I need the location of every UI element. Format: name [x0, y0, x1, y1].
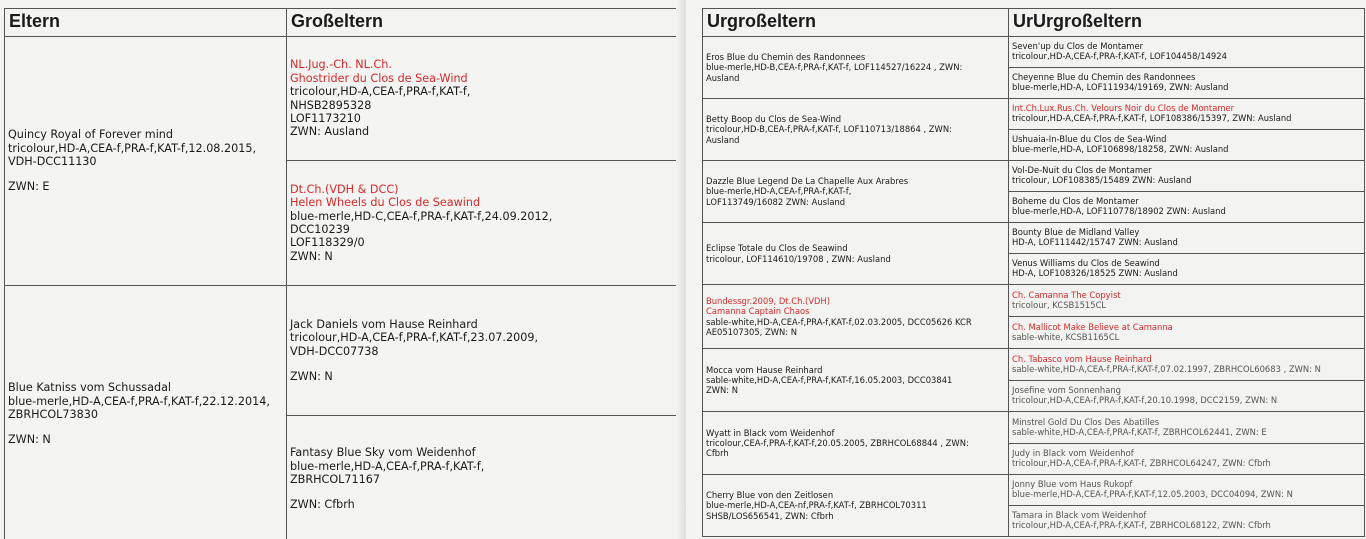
great-grandparent-1: Eros Blue du Chemin des Randonnees blue-merle,HD-B,CEA-f,PRA-f,KAT-f, LOF114527/16224 , ZWN: Ausland: [703, 37, 1009, 99]
great-great-grandparent-14: Judy in Black vom Weidenhof tricolour,HD-A,CEA-f,PRA-f,KAT-f, ZBRHCOL64247, ZWN: Cfbrh: [1009, 444, 1365, 475]
right-page: [686, 0, 1366, 539]
great-grandparent-2: Betty Boop du Clos de Sea-Wind tricolour,HD-B,CEA-f,PRA-f,KAT-f, LOF110713/18864 , ZWN: Ausland: [703, 99, 1009, 161]
great-great-grandparent-2: Cheyenne Blue du Chemin des Randonnees blue-merle,HD-A, LOF111934/19169, ZWN: Ausland: [1009, 68, 1365, 99]
great-grandparent-6: Mocca vom Hause Reinhard sable-white,HD-A,CEA-f,PRA-f,KAT-f,16.05.2003, DCC03841 ZWN: N: [703, 349, 1009, 412]
great-grandparent-7: Wyatt in Black vom Weidenhof tricolour,CEA-f,PRA-f,KAT-f,20.05.2005, ZBRHCOL68844 , ZWN: Cfbrh: [703, 412, 1009, 475]
grandparent-3: Jack Daniels vom Hause Reinhard tricolour,HD-A,CEA-f,PRA-f,KAT-f,23.07.2009, VDH-DCC07738 ZWN: N: [287, 286, 677, 416]
grandparent-2: Dt.Ch.(VDH & DCC) Helen Wheels du Clos de Seawind blue-merle,HD-C,CEA-f,PRA-f,KAT-f,24.09.2012, DCC10239 LOF118329/0 ZWN: N: [287, 161, 677, 286]
parent-sire: Quincy Royal of Forever mind tricolour,HD-A,CEA-f,PRA-f,KAT-f,12.08.2015, VDH-DCC11130 ZWN: E: [5, 37, 287, 286]
grandparent-1: NL.Jug.-Ch. NL.Ch. Ghostrider du Clos de Sea-Wind tricolour,HD-A,CEA-f,PRA-f,KAT-f, NHSB2895328 LOF1173210 ZWN: Ausland: [287, 37, 677, 161]
great-grandparent-3: Dazzle Blue Legend De La Chapelle Aux Arabres blue-merle,HD-A,CEA-f,PRA-f,KAT-f, LOF113749/16082 ZWN: Ausland: [703, 161, 1009, 223]
great-great-grandparent-5: Vol-De-Nuit du Clos de Montamer tricolour, LOF108385/15489 ZWN: Ausland: [1009, 161, 1365, 192]
great-great-grandparent-3: Int.Ch.Lux.Rus.Ch. Velours Noir du Clos de Montamer tricolour,HD-A,CEA-f,PRA-f,KAT-f, LOF108386/15397, ZWN: Ausland: [1009, 99, 1365, 130]
great-great-grandparent-7: Bounty Blue de Midland Valley HD-A, LOF111442/15747 ZWN: Ausland: [1009, 223, 1365, 254]
great-grandparent-4: Eclipse Totale du Clos de Seawind tricolour, LOF114610/19708 , ZWN: Ausland: [703, 223, 1009, 285]
great-grandparent-5: Bundessgr.2009, Dt.Ch.(VDH) Camanna Captain Chaos sable-white,HD-A,CEA-f,PRA-f,KAT-f,02.03.2005, DCC05626 KCR AE05107305, ZWN: N: [703, 285, 1009, 349]
great-great-grandparent-15: Jonny Blue vom Haus Rukopf blue-merle,HD-A,CEA-f,PRA-f,KAT-f,12.05.2003, DCC04094, ZWN: N: [1009, 475, 1365, 506]
header-ururgrosseltern: UrUrgroßeltern: [1009, 9, 1365, 37]
great-great-grandparent-11: Ch. Tabasco vom Hause Reinhard sable-white,HD-A,CEA-f,PRA-f,KAT-f,07.02.1997, ZBRHCOL60683 , ZWN: N: [1009, 349, 1365, 381]
great-great-grandparent-4: Ushuaia-In-Blue du Clos de Sea-Wind blue-merle,HD-A, LOF106898/18258, ZWN: Ausland: [1009, 130, 1365, 161]
great-great-grandparent-1: Seven'up du Clos de Montamer tricolour,HD-A,CEA-f,PRA-f,KAT-f, LOF104458/14924: [1009, 37, 1365, 68]
header-urgrosseltern: Urgroßeltern: [703, 9, 1009, 37]
header-grosseltern: Großeltern: [287, 9, 677, 37]
great-great-grandparent-10: Ch. Mallicot Make Believe at Camanna sable-white, KCSB1165CL: [1009, 317, 1365, 349]
great-great-grandparent-16: Tamara in Black vom Weidenhof tricolour,HD-A,CEA-f,PRA-f,KAT-f, ZBRHCOL68122, ZWN: Cfbrh: [1009, 506, 1365, 537]
great-grandparent-8: Cherry Blue von den Zeitlosen blue-merle,HD-A,CEA-nf,PRA-f,KAT-f, ZBRHCOL70311 SHSB/LOS656541, ZWN: Cfbrh: [703, 475, 1009, 537]
great-great-grandparent-9: Ch. Camanna The Copyist tricolour, KCSB1515CL: [1009, 285, 1365, 317]
right-pedigree-table: [702, 8, 1365, 537]
great-great-grandparent-12: Josefine vom Sonnenhang tricolour,HD-A,CEA-f,PRA-f,KAT-f,20.10.1998, DCC2159, ZWN: N: [1009, 381, 1365, 412]
grandparent-4: Fantasy Blue Sky vom Weidenhof blue-merle,HD-A,CEA-f,PRA-f,KAT-f, ZBRHCOL71167 ZWN: Cfbrh: [287, 416, 677, 539]
header-eltern: Eltern: [5, 9, 287, 37]
parent-dam: Blue Katniss vom Schussadal blue-merle,HD-A,CEA-f,PRA-f,KAT-f,22.12.2014, ZBRHCOL73830 ZWN: N: [5, 286, 287, 539]
great-great-grandparent-6: Boheme du Clos de Montamer blue-merle,HD-A, LOF110778/18902 ZWN: Ausland: [1009, 192, 1365, 223]
left-pedigree-table: [4, 8, 677, 539]
great-great-grandparent-8: Venus Williams du Clos de Seawind HD-A, LOF108326/18525 ZWN: Ausland: [1009, 254, 1365, 285]
great-great-grandparent-13: Minstrel Gold Du Clos Des Abatilles sable-white,HD-A,CEA-f,PRA-f,KAT-f, ZBRHCOL62441, ZWN: E: [1009, 412, 1365, 444]
